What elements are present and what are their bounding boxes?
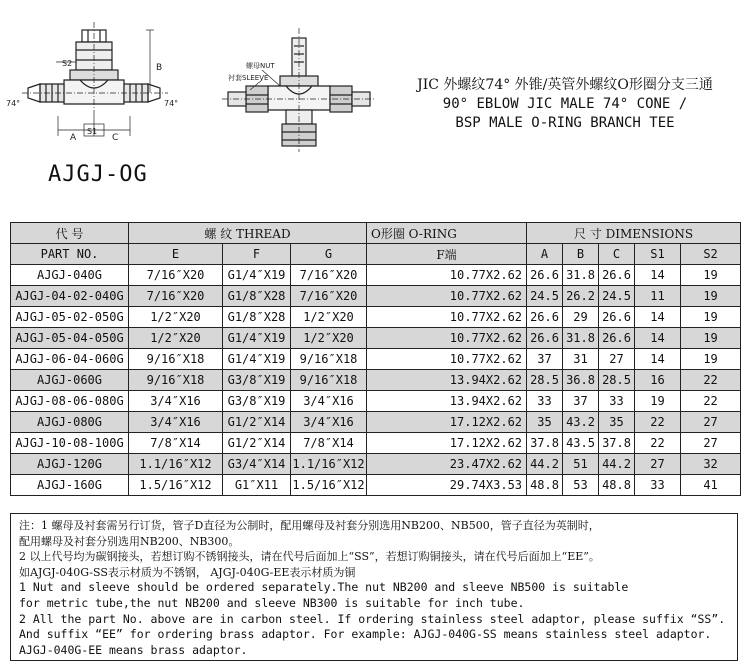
- cell-e: 9/16″X18: [129, 370, 223, 391]
- label-nut: 螺母NUT: [246, 62, 275, 70]
- dim-label-c: C: [112, 133, 119, 143]
- cell-g: 9/16″X18: [291, 349, 367, 370]
- cell-b: 37: [563, 391, 599, 412]
- note-line: 1 Nut and sleeve should be ordered separately.The nut NB200 and sleeve NB500 is suitable: [19, 580, 629, 595]
- cell-c: 48.8: [599, 475, 635, 496]
- assembly-drawing: [222, 28, 376, 152]
- dim-label-angle-left: 74°: [6, 99, 21, 108]
- cell-s2: 19: [681, 307, 741, 328]
- cell-part: AJGJ-160G: [11, 475, 129, 496]
- note-line: AJGJ-040G-EE means brass adaptor.: [19, 642, 248, 657]
- cell-c: 27: [599, 349, 635, 370]
- header-b: B: [563, 244, 599, 265]
- cell-s1: 14: [635, 307, 681, 328]
- cell-part: AJGJ-040G: [11, 265, 129, 286]
- cell-a: 26.6: [527, 307, 563, 328]
- cell-e: 1.5/16″X12: [129, 475, 223, 496]
- cell-f: G1/4″X19: [223, 328, 291, 349]
- cell-c: 24.5: [599, 286, 635, 307]
- header-f: F: [223, 244, 291, 265]
- cell-f: G1/4″X19: [223, 349, 291, 370]
- cell-g: 9/16″X18: [291, 370, 367, 391]
- cell-b: 29: [563, 307, 599, 328]
- cell-part: AJGJ-10-08-100G: [11, 433, 129, 454]
- cell-oring: 29.74X3.53: [367, 475, 527, 496]
- note-line: 配用螺母及衬套分别选用NB200、NB300。: [19, 534, 240, 548]
- header-code: 代 号: [11, 223, 129, 244]
- cell-s2: 19: [681, 265, 741, 286]
- note-line: 2 以上代号均为碳钢接头，若想订购不锈钢接头，请在代号后面加上“SS”，若想订购铜接头，请在代号后面加上“EE”。: [19, 550, 600, 564]
- cell-oring: 10.77X2.62: [367, 307, 527, 328]
- cell-s1: 22: [635, 412, 681, 433]
- header-s2: S2: [681, 244, 741, 265]
- dim-label-angle-right: 74°: [164, 99, 179, 108]
- header-f-end: F端: [367, 244, 527, 265]
- cell-part: AJGJ-04-02-040G: [11, 286, 129, 307]
- cell-oring: 10.77X2.62: [367, 265, 527, 286]
- cell-a: 37.8: [527, 433, 563, 454]
- header-c: C: [599, 244, 635, 265]
- table-row: [11, 475, 741, 496]
- table-row: [11, 454, 741, 475]
- cell-s2: 19: [681, 286, 741, 307]
- header-row-1: [11, 223, 741, 244]
- cell-s1: 19: [635, 391, 681, 412]
- model-code: AJGJ-OG: [48, 162, 148, 187]
- label-sleeve: 衬套SLEEVE: [228, 74, 269, 82]
- cell-oring: 13.94X2.62: [367, 391, 527, 412]
- header-e: E: [129, 244, 223, 265]
- note-line: 注：1 螺母及衬套需另行订货，管子D直径为公制时，配用螺母及衬套分别选用NB200、NB500，管子直径为英制时，: [19, 519, 600, 532]
- title-en-1: 90° EBLOW JIC MALE 74° CONE /: [442, 96, 688, 112]
- cell-e: 3/4″X16: [129, 391, 223, 412]
- table-row: [11, 433, 741, 454]
- cell-s1: 14: [635, 265, 681, 286]
- cell-g: 1/2″X20: [291, 328, 367, 349]
- cell-c: 37.8: [599, 433, 635, 454]
- table-row: [11, 391, 741, 412]
- cell-oring: 10.77X2.62: [367, 286, 527, 307]
- note-line: 2 All the part No. above are in carbon steel. If ordering stainless steel adaptor, please suffix “SS”.: [19, 611, 726, 626]
- cell-f: G1/2″X14: [223, 412, 291, 433]
- cell-a: 26.6: [527, 328, 563, 349]
- cell-b: 31: [563, 349, 599, 370]
- cell-part: AJGJ-080G: [11, 412, 129, 433]
- note-line: And suffix “EE” for ordering brass adaptor. For example: AJGJ-040G-SS means stainless steel adaptor.: [19, 627, 712, 642]
- cell-part: AJGJ-06-04-060G: [11, 349, 129, 370]
- table-row: [11, 328, 741, 349]
- cell-g: 7/16″X20: [291, 265, 367, 286]
- cell-c: 44.2: [599, 454, 635, 475]
- cell-b: 51: [563, 454, 599, 475]
- header-part-no: PART NO.: [11, 244, 129, 265]
- cell-f: G1/2″X14: [223, 433, 291, 454]
- cell-e: 1.1/16″X12: [129, 454, 223, 475]
- cell-g: 1.1/16″X12: [291, 454, 367, 475]
- cell-b: 43.5: [563, 433, 599, 454]
- cell-a: 26.6: [527, 265, 563, 286]
- note-line: 如AJGJ-040G-SS表示材质为不锈钢， AJGJ-040G-EE表示材质为铜: [19, 565, 356, 579]
- cell-s1: 16: [635, 370, 681, 391]
- dim-label-s2: S2: [62, 59, 73, 68]
- cell-e: 7/8″X14: [129, 433, 223, 454]
- header-thread: 螺 纹 THREAD: [129, 223, 367, 244]
- header-row-2: [11, 244, 741, 265]
- cell-b: 31.8: [563, 265, 599, 286]
- dim-label-b: B: [156, 63, 163, 73]
- cell-f: G3/8″X19: [223, 370, 291, 391]
- title-cn: JIC 外螺纹74° 外锥/英管外螺纹O形圈分支三通: [417, 77, 713, 93]
- cell-part: AJGJ-060G: [11, 370, 129, 391]
- cell-c: 26.6: [599, 265, 635, 286]
- cell-s1: 27: [635, 454, 681, 475]
- cell-f: G1/8″X28: [223, 307, 291, 328]
- cell-b: 36.8: [563, 370, 599, 391]
- cell-oring: 10.77X2.62: [367, 328, 527, 349]
- cell-s2: 41: [681, 475, 741, 496]
- cell-a: 48.8: [527, 475, 563, 496]
- cell-s2: 32: [681, 454, 741, 475]
- cell-g: 1/2″X20: [291, 307, 367, 328]
- cell-f: G1/4″X19: [223, 265, 291, 286]
- cell-e: 7/16″X20: [129, 286, 223, 307]
- cell-g: 7/16″X20: [291, 286, 367, 307]
- cell-s2: 19: [681, 349, 741, 370]
- cell-b: 31.8: [563, 328, 599, 349]
- product-title: [380, 76, 750, 133]
- table-row: [11, 286, 741, 307]
- cell-a: 33: [527, 391, 563, 412]
- header-a: A: [527, 244, 563, 265]
- cell-c: 26.6: [599, 328, 635, 349]
- table-row: [11, 265, 741, 286]
- cell-e: 1/2″X20: [129, 328, 223, 349]
- header-oring: O形圈 O-RING: [367, 223, 527, 244]
- cell-a: 24.5: [527, 286, 563, 307]
- cell-s2: 19: [681, 328, 741, 349]
- cell-e: 7/16″X20: [129, 265, 223, 286]
- cell-b: 43.2: [563, 412, 599, 433]
- cell-s2: 22: [681, 370, 741, 391]
- cell-a: 37: [527, 349, 563, 370]
- cell-s1: 22: [635, 433, 681, 454]
- cell-a: 35: [527, 412, 563, 433]
- cell-oring: 10.77X2.62: [367, 349, 527, 370]
- cell-f: G1/8″X28: [223, 286, 291, 307]
- cell-e: 3/4″X16: [129, 412, 223, 433]
- table-row: [11, 412, 741, 433]
- cell-part: AJGJ-05-04-050G: [11, 328, 129, 349]
- cell-s1: 14: [635, 349, 681, 370]
- cell-g: 3/4″X16: [291, 412, 367, 433]
- cell-c: 26.6: [599, 307, 635, 328]
- cell-g: 3/4″X16: [291, 391, 367, 412]
- cell-b: 53: [563, 475, 599, 496]
- cell-f: G3/8″X19: [223, 391, 291, 412]
- cell-oring: 23.47X2.62: [367, 454, 527, 475]
- cell-c: 33: [599, 391, 635, 412]
- dim-label-s1: S1: [87, 127, 98, 136]
- cell-part: AJGJ-08-06-080G: [11, 391, 129, 412]
- cell-part: AJGJ-05-02-050G: [11, 307, 129, 328]
- cell-s1: 33: [635, 475, 681, 496]
- dim-label-a: A: [70, 133, 77, 143]
- cell-b: 26.2: [563, 286, 599, 307]
- table-row: [11, 370, 741, 391]
- table-row: [11, 349, 741, 370]
- cell-s2: 27: [681, 412, 741, 433]
- cell-oring: 17.12X2.62: [367, 412, 527, 433]
- cell-s2: 22: [681, 391, 741, 412]
- cell-a: 44.2: [527, 454, 563, 475]
- cell-e: 1/2″X20: [129, 307, 223, 328]
- table-row: [11, 307, 741, 328]
- cell-g: 1.5/16″X12: [291, 475, 367, 496]
- cell-oring: 17.12X2.62: [367, 433, 527, 454]
- header-s1: S1: [635, 244, 681, 265]
- spec-table: [10, 222, 741, 496]
- cell-oring: 13.94X2.62: [367, 370, 527, 391]
- cell-e: 9/16″X18: [129, 349, 223, 370]
- cell-s1: 11: [635, 286, 681, 307]
- cell-c: 28.5: [599, 370, 635, 391]
- cell-a: 28.5: [527, 370, 563, 391]
- cell-f: G3/4″X14: [223, 454, 291, 475]
- header-dimensions: 尺 寸 DIMENSIONS: [527, 223, 741, 244]
- cell-f: G1″X11: [223, 475, 291, 496]
- title-en-2: BSP MALE O-RING BRANCH TEE: [455, 115, 675, 131]
- tee-elevation-drawing: [22, 22, 168, 136]
- notes-box: [10, 513, 738, 661]
- cell-part: AJGJ-120G: [11, 454, 129, 475]
- note-line: for metric tube,the nut NB200 and sleeve NB300 is suitable for inch tube.: [19, 595, 525, 610]
- cell-s1: 14: [635, 328, 681, 349]
- cell-g: 7/8″X14: [291, 433, 367, 454]
- cell-c: 35: [599, 412, 635, 433]
- cell-s2: 27: [681, 433, 741, 454]
- header-g: G: [291, 244, 367, 265]
